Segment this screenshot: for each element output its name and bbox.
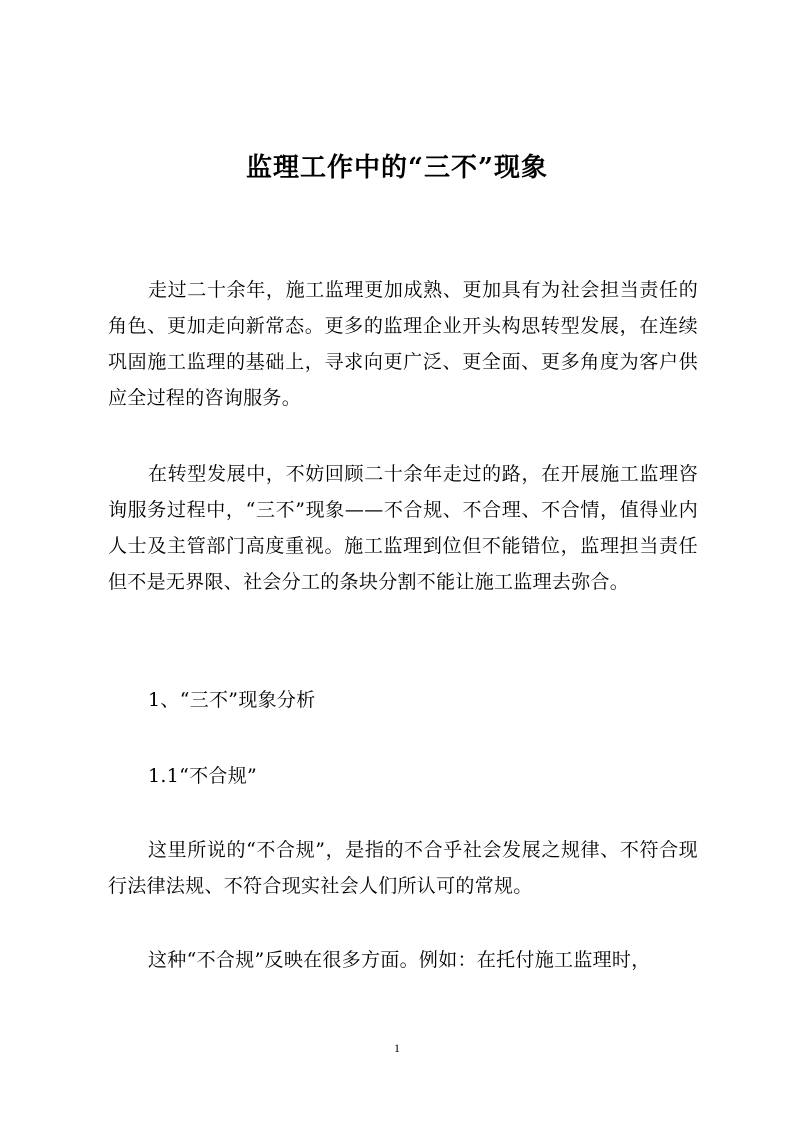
section-heading: 1、“三不”现象分析 <box>148 689 316 711</box>
document-title: 监理工作中的“三不”现象 <box>246 153 548 183</box>
paragraph-definition: 这里所说的“不合规”，是指的不合乎社会发展之规律、不符合现行法律法规、不符合现实社会人们所认可的常规。 <box>108 839 698 897</box>
paragraph-transition: 在转型发展中，不妨回顾二十余年走过的路，在开展施工监理咨询服务过程中，“三不”现象——不合规、不合理、不合情，值得业内人士及主管部门高度重视。施工监理到位但不能错位，监理担当责任但不是无界限、社会分工的条块分割不能让施工监理去弥合。 <box>108 463 698 593</box>
paragraph-example: 这种“不合规”反映在很多方面。例如：在托付施工监理时， <box>148 949 651 971</box>
page-number: 1 <box>394 1041 400 1055</box>
subsection-heading: 1.1“不合规” <box>148 765 258 787</box>
paragraph-intro: 走过二十余年，施工监理更加成熟、更加具有为社会担当责任的角色、更加走向新常态。更多的监理企业开头构思转型发展，在连续巩固施工监理的基础上，寻求向更广泛、更全面、更多角度为客户供应全过程的咨询服务。 <box>108 279 698 409</box>
